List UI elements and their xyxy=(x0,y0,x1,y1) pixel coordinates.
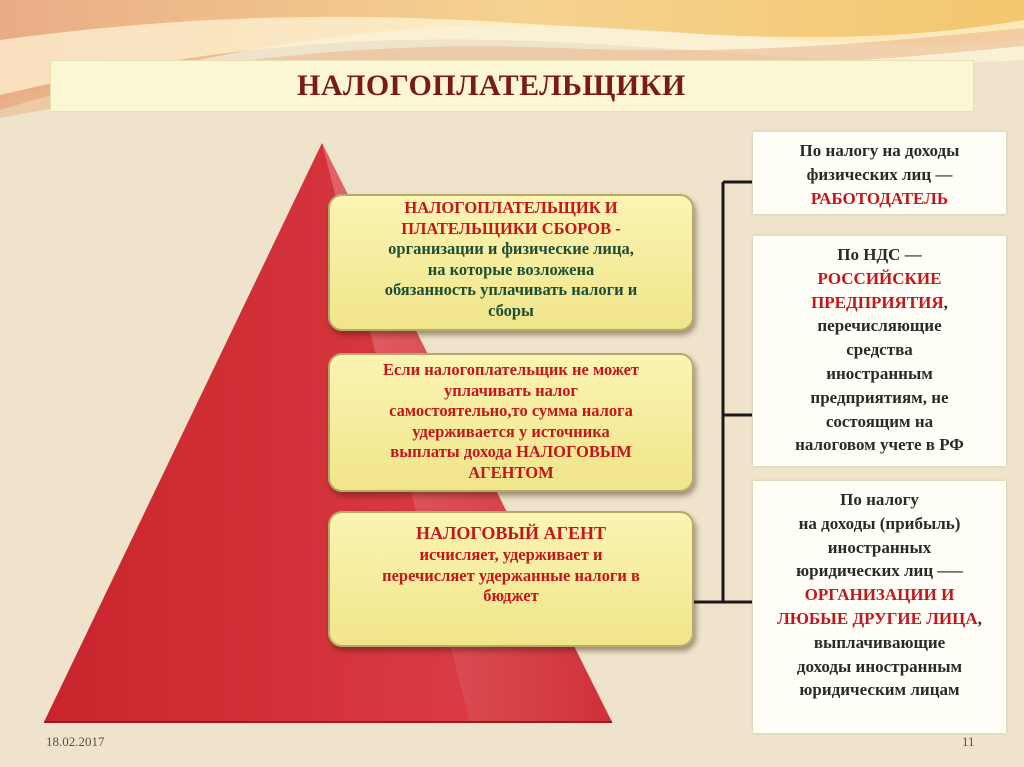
rbox2-bottom-line3: иностранным xyxy=(826,363,933,383)
rbox3-red-line2-suffix: , xyxy=(977,608,982,628)
rbox2-bottom-line4: предприятиям, не xyxy=(810,387,949,407)
box3-body-line3: бюджет xyxy=(483,586,539,605)
footer-date: 18.02.2017 xyxy=(46,734,105,749)
box2-line4: удерживается у источника xyxy=(412,421,610,441)
rbox3-top-line1: По налогу xyxy=(840,490,919,509)
rbox2-bottom-line6: налоговом учете в РФ xyxy=(795,435,964,455)
box3-heading: НАЛОГОВЫЙ АГЕНТ xyxy=(415,523,607,543)
rbox3-bottom-line1: выплачивающие xyxy=(813,632,946,652)
box2-line6: АГЕНТОМ xyxy=(468,462,554,482)
right-box-foreign-income xyxy=(753,481,1006,733)
box-taxpayers-definition xyxy=(328,194,694,331)
right-box-vat xyxy=(753,236,1006,466)
rbox2-red-line1: РОССИЙСКИЕ xyxy=(817,268,942,288)
box1-heading-line2: ПЛАТЕЛЬЩИКИ СБОРОВ - xyxy=(401,218,621,238)
rbox1-red-line1: РАБОТОДАТЕЛЬ xyxy=(810,188,949,208)
box-tax-agent-withholding xyxy=(328,353,694,492)
box3-body-line2: перечисляет удержанные налоги в xyxy=(382,565,640,585)
rbox2-bottom-line5: состоящим на xyxy=(825,411,934,431)
box1-heading-line1: НАЛОГОПЛАТЕЛЬЩИК И xyxy=(404,198,618,217)
box-tax-agent-duties xyxy=(328,511,694,647)
rbox3-top-line3: иностранных xyxy=(827,537,932,557)
box2-line2: уплачивать налог xyxy=(443,380,578,400)
rbox1-line1: По налогу на доходы xyxy=(799,141,960,160)
box1-body-line3: обязанность уплачивать налоги и xyxy=(384,280,638,299)
box2-line5: выплаты дохода НАЛОГОВЫМ xyxy=(390,442,632,461)
box1-body-line2: на которые возложена xyxy=(427,259,595,279)
right-box-personal-income xyxy=(753,132,1006,214)
rbox3-red-line2: ЛЮБЫЕ ДРУГИЕ ЛИЦА xyxy=(777,608,978,628)
box2-line3: самостоятельно,то сумма налога xyxy=(389,401,633,420)
rbox1-line2: физических лиц — xyxy=(806,164,953,184)
rbox3-top-line2: на доходы (прибыль) xyxy=(798,513,961,533)
rbox3-bottom-line3: юридическим лицам xyxy=(799,680,960,700)
rbox3-top-line4: юридических лиц –— xyxy=(796,561,963,581)
rbox3-red-line1: ОРГАНИЗАЦИИ И xyxy=(804,585,955,605)
page-title: НАЛОГОПЛАТЕЛЬЩИКИ xyxy=(297,69,686,102)
rbox2-bottom-line2: средства xyxy=(846,340,913,360)
rbox2-red-line2: ПРЕДПРИЯТИЯ xyxy=(811,292,944,312)
box1-body-line1: организации и физические лица, xyxy=(388,239,634,258)
box3-body-line1: исчисляет, удерживает и xyxy=(419,545,603,564)
box1-body-line4: сборы xyxy=(488,300,534,320)
rbox2-top-line1: По НДС — xyxy=(837,245,922,264)
footer-page-number: 11 xyxy=(962,734,975,749)
box2-line1: Если налогоплательщик не может xyxy=(382,360,640,379)
rbox2-red-line2-suffix: , xyxy=(943,292,948,312)
rbox2-bottom-line1: перечисляющие xyxy=(817,316,942,336)
rbox3-bottom-line2: доходы иностранным xyxy=(796,656,963,676)
